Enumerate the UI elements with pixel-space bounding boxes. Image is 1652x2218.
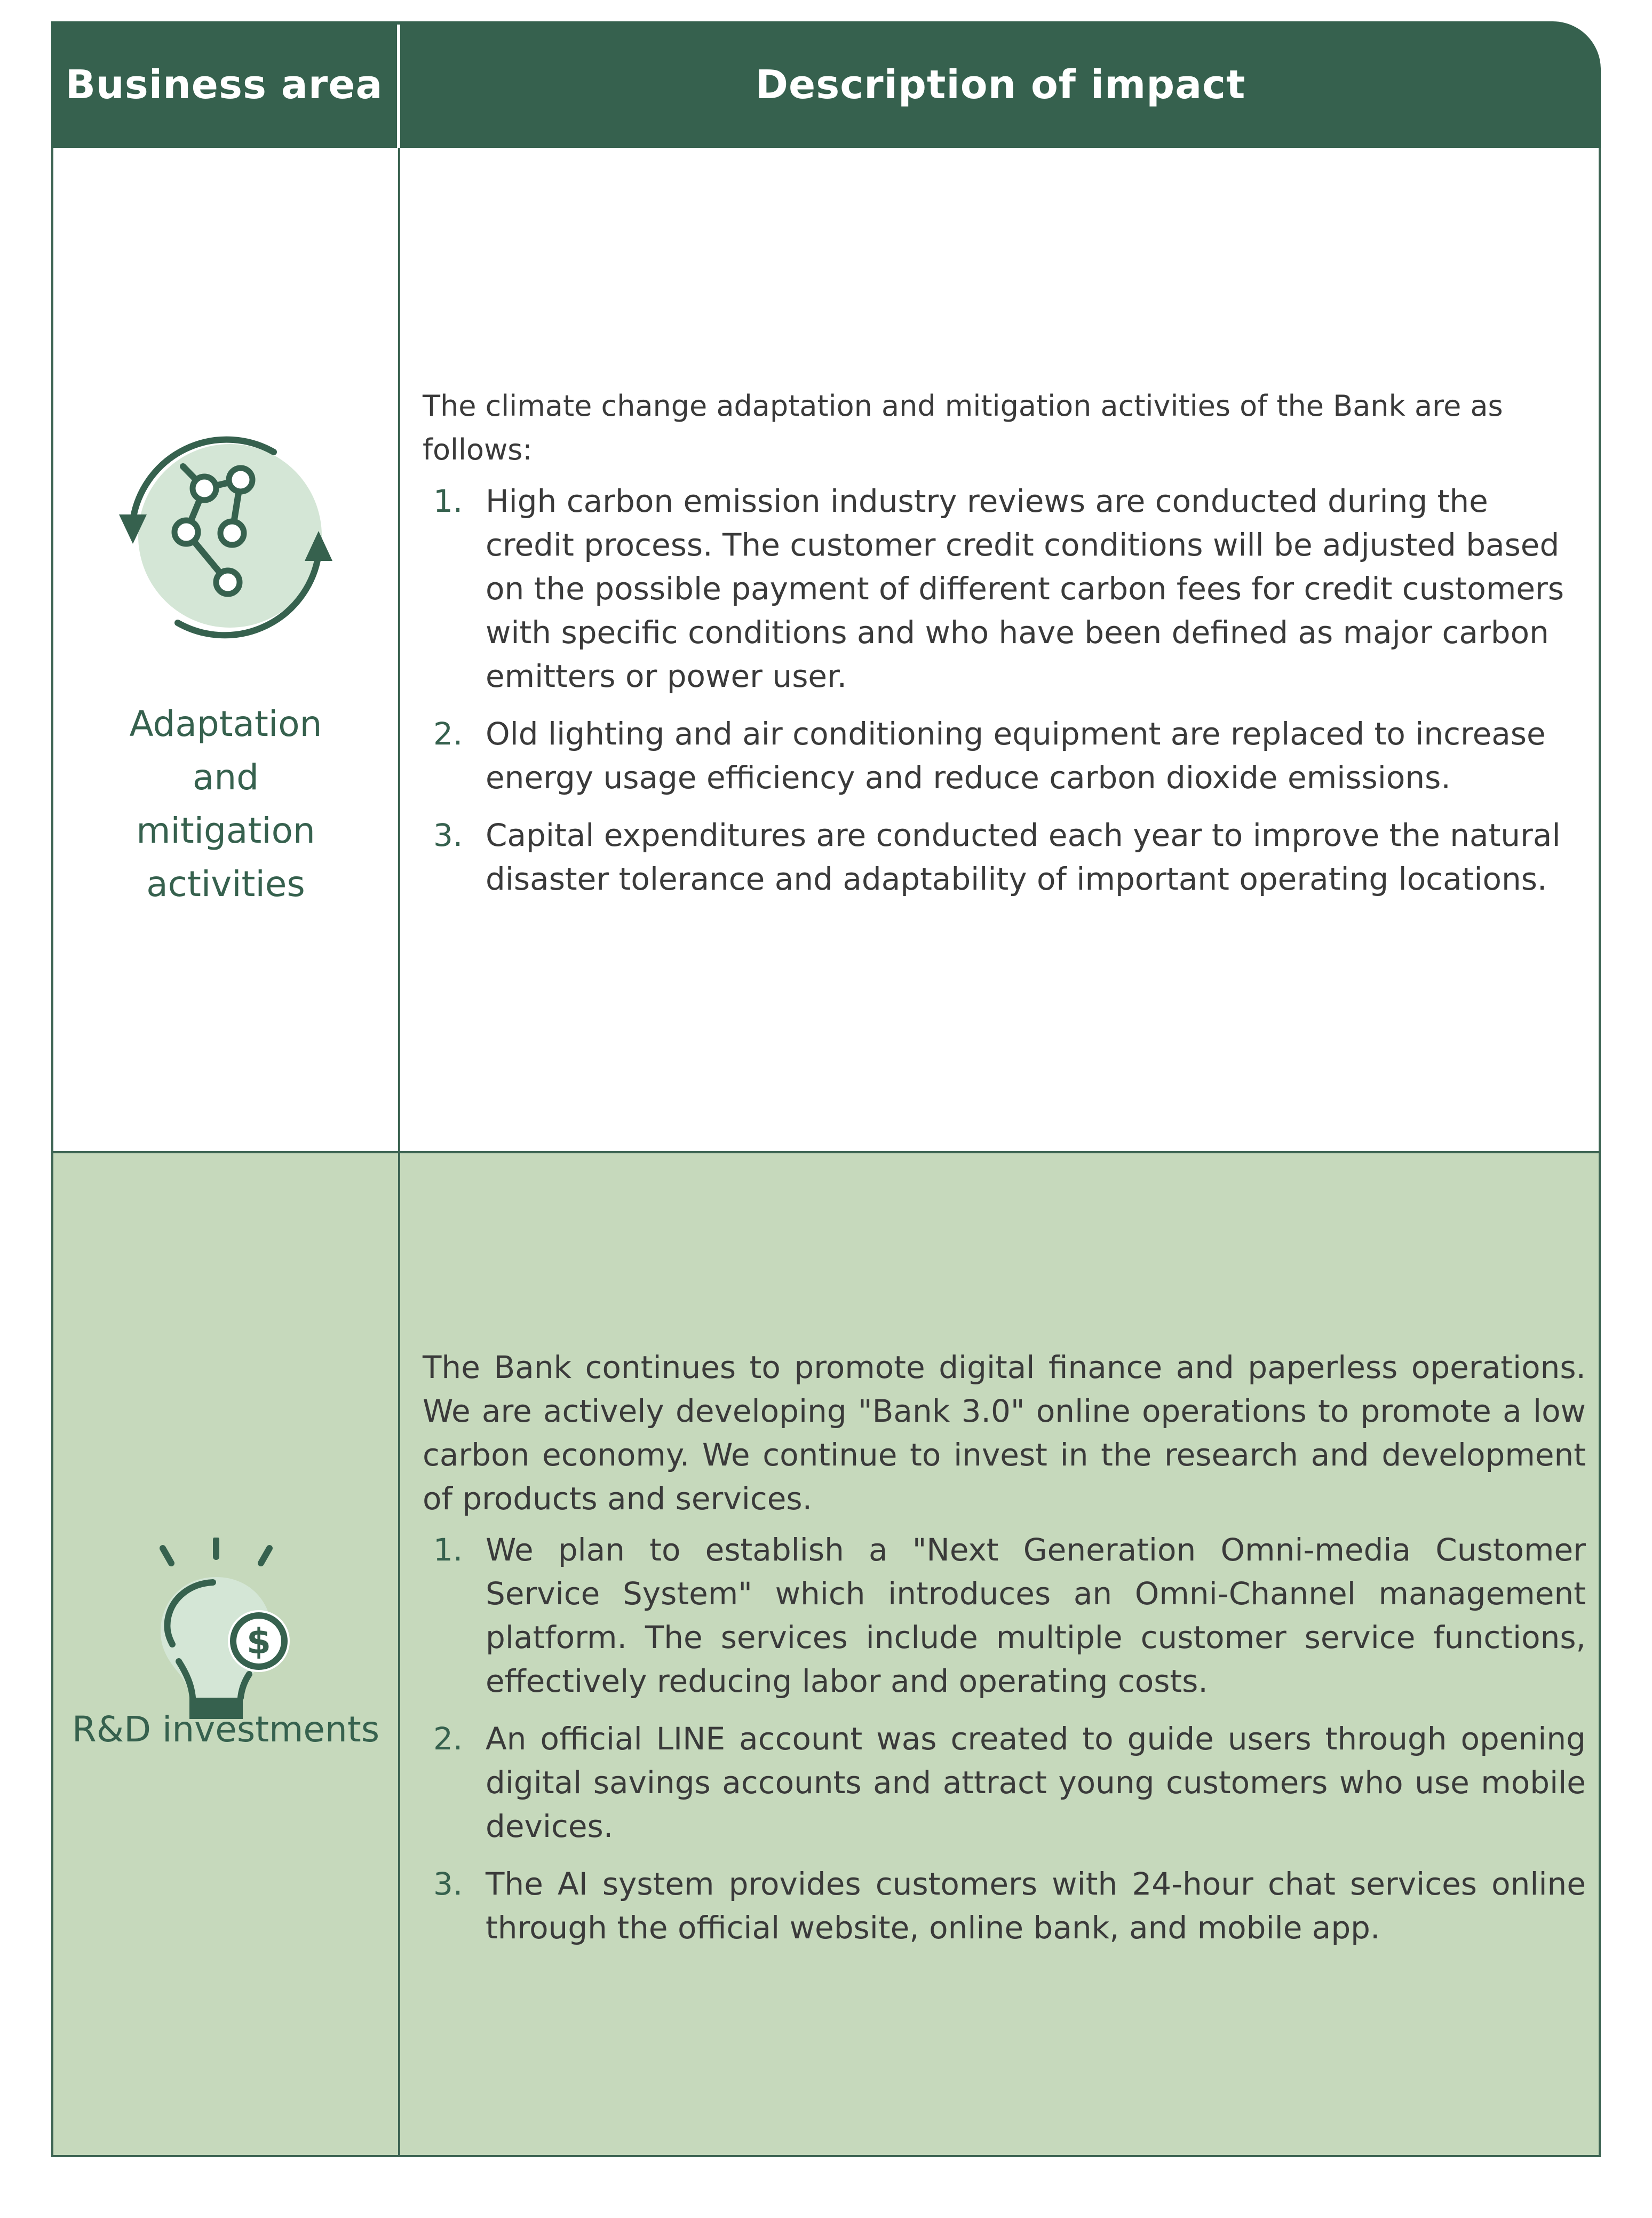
header-business-area: Business area [65,61,383,108]
svg-text:$: $ [247,1621,271,1662]
list-text: The AI system provides customers with 24-hour chat services online through the official website, online bank, and mobile app. [486,1865,1586,1946]
description-intro: The Bank continues to promote digital finance and paperless operations. We are actively developing "Bank 3.0" online operations to promote a low carbon economy. We continue to invest in the research and development of products and services. [423,1349,1586,1517]
list-number: 3. [433,817,463,853]
list-number: 3. [433,1865,463,1902]
list-item [423,813,1586,901]
list-item [423,1862,1586,1950]
business-area-label: Adaptation and mitigation activities [129,703,322,905]
business-area-label: R&D investments [72,1709,380,1750]
list-number: 1. [433,483,463,519]
impact-list [423,479,1586,915]
business-area-cell [53,148,398,1151]
list-text: Capital expenditures are conducted each year to improve the natural disaster tolerance and adaptability of important operating locations. [486,817,1561,897]
table-row-adaptation [51,148,1601,1153]
list-item [423,479,1586,698]
list-number: 2. [433,1720,463,1757]
table-header [51,21,1601,148]
description-intro: The climate change adaptation and mitigation activities of the Bank are as follows: [423,389,1503,466]
list-item [423,1528,1586,1703]
business-area-cell [53,1153,398,2155]
list-number: 2. [433,716,463,752]
table-row-rd [51,1151,1601,2157]
network-cycle-icon [114,426,338,651]
list-number: 1. [433,1531,463,1568]
list-text: We plan to establish a "Next Generation Omni-media Customer Service System" which introduces an Omni-Channel management platform. The services include multiple customer service functions, effectively reducing labor and operating costs. [486,1531,1586,1699]
list-item [423,712,1586,799]
description-cell [400,1153,1599,2155]
impact-list [423,1528,1586,1963]
list-text: Old lighting and air conditioning equipment are replaced to increase energy usage efficiency and reduce carbon dioxide emissions. [486,716,1546,796]
list-text: High carbon emission industry reviews are conducted during the credit process. The customer credit conditions will be adjusted based on the possible payment of different carbon fees for credit customers with specific conditions and who have been defined as major carbon emitters or power user. [486,483,1564,694]
impact-table [51,21,1601,2157]
lightbulb-dollar-icon [135,1538,316,1719]
header-description: Description of impact [755,61,1246,108]
list-item [423,1717,1586,1848]
description-cell [400,148,1599,1151]
list-text: An official LINE account was created to guide users through opening digital savings accounts and attract young customers who use mobile devices. [486,1720,1586,1844]
